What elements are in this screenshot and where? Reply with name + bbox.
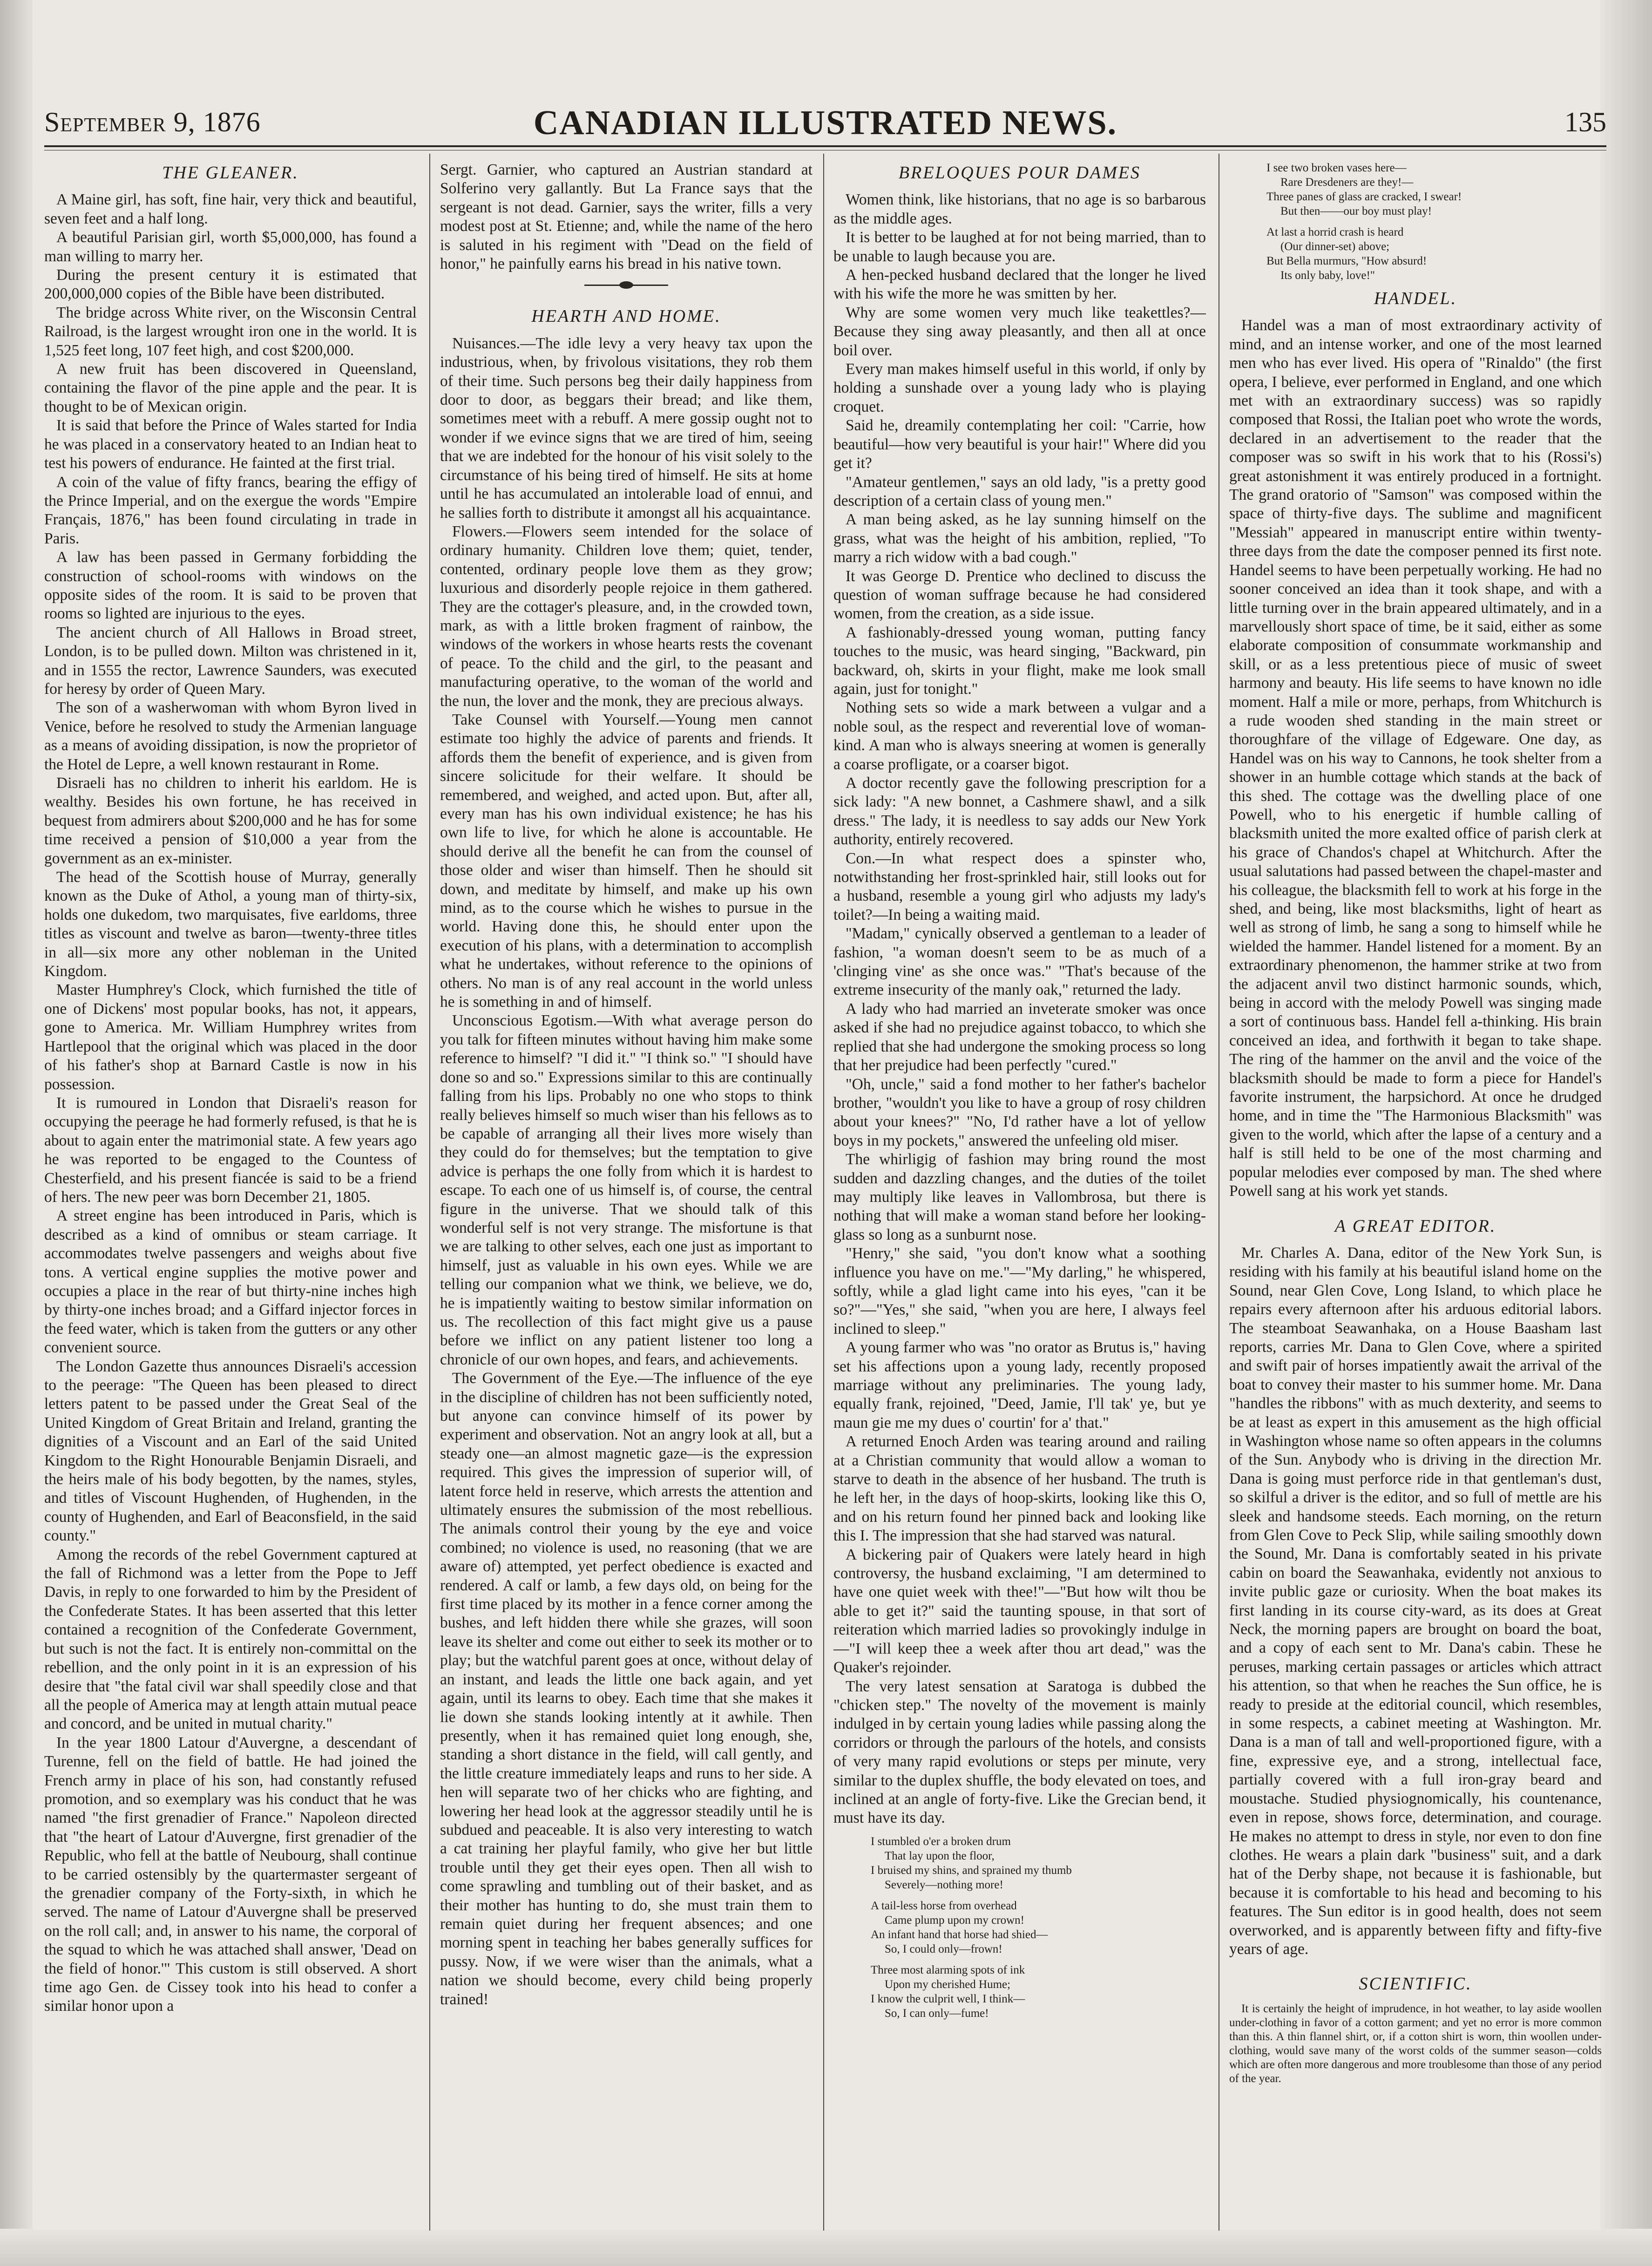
article-paragraph: Sergt. Garnier, who captured an Austrian standard at Solferino very gallantly. But La France says that the sergeant is not dead. Garnier, says the writer, fills a very modest post at St. Etienne; and, while the name of the hero is saluted in his regiment with "Dead on the field of honor," he painfully earns his bread in his native town. [440,161,812,273]
article-paragraph: "Amateur gentlemen," says an old lady, "is a pretty good description of a certain class of young men." [833,473,1206,509]
poem-line: Its only baby, love!" [1280,269,1375,282]
section-ornament [440,279,812,291]
article-paragraph: A man being asked, as he lay sunning himself on the grass, what was the height of his ambition, replied, "To marry a rich widow with a bad cough." [833,511,1206,566]
poem-line: An infant hand that horse had shied— [871,1928,1048,1941]
article-paragraph: The son of a washerwoman with whom Byron lived in Venice, before he resolved to study the Armenian language as a means of avoiding dissipation, is now the proprietor of the Hotel de Lepre, a well known restaurant in Rome. [44,699,417,773]
article-paragraph: The London Gazette thus announces Disraeli's accession to the peerage: "The Queen has been pleased to direct letters patent to be passed under the Great Seal of the United Kingdom of Great Britain and Ireland, granting the dignities of a Viscount and an Earl of the said United Kingdom to the Right Honourable Benjamin Disraeli, and the heirs male of his body begotten, by the names, styles, and titles of Viscount Hughenden, of Hughenden, in the county of Hughenden, and Earl of Beaconsfield, in the said county." [44,1357,417,1545]
article-paragraph: During the present century it is estimated that 200,000,000 copies of the Bible have been distributed. [44,266,417,303]
article-paragraph: A young farmer who was "no orator as Brutus is," having set his affections upon a young lady, recently proposed marriage without any preliminaries. The young lady, equally frank, rejoined, "Deed, Jamie, I'll tak' ye, but ye maun gie me my dues o' courtin' for a' that." [833,1339,1206,1432]
article-paragraph: In the year 1800 Latour d'Auvergne, a descendant of Turenne, fell on the field of battle. He had joined the French army in place of his son, had constantly refused promotion, and so exemplary was his conduct that he was named "the first grenadier of France." Napoleon directed that "the heart of Latour d'Auvergne, first grenadier of the Republic, who fell at the battle of Neubourg, shall continue to be carried ostensibly by the quartermaster sergeant of the grenadier company of the Forty-sixth, in which he served. The name of Latour d'Auvergne shall be preserved on the roll call; and, in answer to his name, the corporal of the squad to which he was attached shall answer, 'Dead on the field of honor.'" This custom is still observed. A short time ago Gen. de Cissey took into his head to confer a similar honor upon a [44,1734,417,2015]
article-paragraph: "Oh, uncle," said a fond mother to her father's bachelor brother, "wouldn't you like to have a group of rosy children about your knees?" "No, I'd rather have a lot of yellow boys in my pockets," answered the unfeeling old miser. [833,1075,1206,1149]
article-paragraph: Disraeli has no children to inherit his earldom. He is wealthy. Besides his own fortune, he has received in bequest from admirers about $200,000 and he has for some time received a pension of $10,000 a year from the government as an ex-minister. [44,774,417,867]
article-paragraph: Unconscious Egotism.—With what average person do you talk for fifteen minutes without having him make some reference to himself? "I did it." "I think so." "I should have done so and so." Expressions similar to this are continually falling from his lips. Probably no one who stops to think really believes himself so much wiser than his fellows as to be capable of arranging all their lives more wisely than they could do for themselves; but the temptation to give advice is perhaps the one folly from which it is hardest to escape. To each one of us himself is, of course, the central figure in the universe. That we should talk of this wonderful self is not very strange. The misfortune is that we are talking to other selves, each one just as important to himself, just as valuable in his own eyes. While we are telling our companion what we think, we believe, we do, he is impatiently waiting to bestow similar information on us. The recollection of this fact might give us a pause before we inflict on any patient listener too long a chronicle of our own hopes, and fears, and achievements. [440,1012,812,1368]
article-paragraph: The very latest sensation at Saratoga is dubbed the "chicken step." The novelty of the movement is mainly indulged in by certain young ladies while passing along the corridors or through the parlours of the hotels, and consists of very many rapid evolutions or steps per minute, very similar to the duplex shuffle, the body elevated on toes, and inclined at an angle of forty-five. Like the Grecian bend, it must have its day. [833,1677,1206,1827]
article-paragraph: Nuisances.—The idle levy a very heavy tax upon the industrious, when, by frivolous visitations, they rob them of their time. Such persons beg their daily happiness from door to door, as beggars their bread; and like them, sometimes meet with a rebuff. A mere gossip ought not to wonder if we evince signs that we are tired of him, seeing that we are indebted for the honour of his visit solely to the circumstance of his being tired of himself. He sits at home until he has accumulated an intolerable load of ennui, and he sallies forth to distribute it amongst all his acquaintance. [440,334,812,522]
article-paragraph: It is said that before the Prince of Wales started for India he was placed in a conservatory heated to an Indian heat to test his powers of endurance. He fainted at the first trial. [44,417,417,472]
column-4 [1229,161,1602,2228]
stanza-gap [833,1956,1206,1963]
article-paragraph: Flowers.—Flowers seem intended for the solace of ordinary humanity. Children love them; quiet, tender, contented, ordinary people love them as they grow; luxurious and disorderly people rejoice in them gathered. They are the cottager's pleasure, and, in the crowded town, mark, as with a little broken fragment of rainbow, the windows of the workers in whose hearts rests the covenant of peace. To the child and the girl, to the peasant and manufacturing operative, to the woman of the world and the nun, the lover and the monk, they are precious always. [440,522,812,710]
section-heading-hearth-and-home: HEARTH AND HOME. [531,306,721,326]
issue-date: September 9, 1876 [44,107,261,137]
masthead-rule [44,145,1606,150]
poem-continued [1229,161,1602,283]
article-paragraph: A new fruit has been discovered in Queensland, containing the flavor of the pine apple and the pear. It is thought to be of Mexican origin. [44,360,417,415]
article-paragraph: A doctor recently gave the following prescription for a sick lady: "A new bonnet, a Cashmere shawl, and a silk dress." The lady, it is needless to say adds our New York authority, entirely recovered. [833,774,1206,848]
stanza-gap [833,1892,1206,1899]
poem-line: Three most alarming spots of ink [871,1963,1025,1976]
poem-line: That lay upon the floor, [885,1849,995,1862]
poem-line: I stumbled o'er a broken drum [871,1835,1011,1848]
article-paragraph: A law has been passed in Germany forbidding the construction of school-rooms with windows on the opposite sides of the room. It is said to be proven that rooms so lighted are injurious to the eyes. [44,549,417,623]
article-paragraph: Nothing sets so wide a mark between a vulgar and a noble soul, as the respect and reverential love of woman-kind. A man who is always sneering at women is generally a coarse profligate, or a coarser bigot. [833,699,1206,773]
poem-line: So, I can only—fume! [885,2007,989,2020]
article-paragraph: Women think, like historians, that no age is so barbarous as the middle ages. [833,191,1206,227]
newspaper-title: CANADIAN ILLUSTRATED NEWS. [533,104,1117,142]
article-paragraph: Take Counsel with Yourself.—Young men cannot estimate too highly the advice of parents and friends. It affords them the benefit of experience, and is given from sincere solicitude for their welfare. It should be remembered, and weighed, and acted upon. But, after all, every man has his own individual existence; he has his own life to live, for which he alone is accountable. He should derive all the benefit he can from the counsel of those older and wiser than himself. Then he should sit down, and meditate by himself, and make up his own mind, as to the course which he wishes to pursue in the world. Having done this, he should enter upon the execution of his plans, with a determination to accomplish what he undertakes, without reference to the opinions of others. No man is of any real account in the world unless he is something in and of himself. [440,711,812,1011]
page-edge-right [1601,0,1652,2266]
article-paragraph: Mr. Charles A. Dana, editor of the New York Sun, is residing with his family at his beautiful island home on the Sound, near Glen Cove, Long Island, to which place he repairs every afternoon after his arduous editorial labors. The steamboat Seawanhaka, on a House Baasham last reports, carries Mr. Dana to Glen Cove, where a spirited and swift pair of horses impatiently await the arrival of the boat to convey their master to his summer home. Mr. Dana "handles the ribbons" with as much dexterity, and seems to be at least as expert in this amusement as the high official in Washington whose name so often appears in the columns of the Sun. Anybody who is driving in the direction Mr. Dana is going must perforce ride in that gentleman's dust, so skilful a driver is the editor, and so full of mettle are his sleek and handsome steeds. Each morning, on the return from Glen Cove to Peck Slip, while sailing smoothly down the Sound, Mr. Dana is comfortably seated in his private cabin on board the Seawanhaka, evidently not anxious to invite public gaze or curiosity. When the boat makes its first landing in its course city-ward, as its does at Great Neck, the morning papers are brought on board the boat, and a copy of each sent to Mr. Dana's cabin. These he peruses, marking certain passages or articles which attract his attention, so that when he reaches the Sun office, he is ready to preside at the editorial council, which resembles, in some respects, a cabinet meeting at Washington. Mr. Dana is a man of tall and well-proportioned figure, with a fine, expressive eye, and a strong, intellectual face, partially covered with a full iron-gray beard and moustache. Studied physiognomically, his countenance, even in repose, shows force, determination, and courage. He makes no attempt to dress in style, nor even to don fine clothes. He wears a plain dark "business" suit, and a dark hat of the Derby shape, not because it is fashionable, but because it is comfortable to his head and becoming to his features. The Sun editor is in good health, does not seem overworked, and is apparently between fifty and fifty-five years of age. [1229,1244,1602,1958]
column-1 [44,161,417,2228]
article-paragraph: The bridge across White river, on the Wisconsin Central Railroad, is the largest wrought iron one in the world. It is 1,525 feet long, 107 feet high, and cost $200,000. [44,304,417,359]
article-paragraph: Said he, dreamily contemplating her coil: "Carrie, how beautiful—how very beautiful is your hair!" Where did you get it? [833,417,1206,472]
article-paragraph: It was George D. Prentice who declined to discuss the question of woman suffrage because he had considered women, from the creation, as a side issue. [833,567,1206,623]
article-paragraph: Among the records of the rebel Government captured at the fall of Richmond was a letter from the Pope to Jeff Davis, in reply to one forwarded to him by the President of the Confederate States. It has been asserted that this letter contained a recognition of the Confederate Government, but such is not the fact. It is entirely non-committal on the rebellion, and the only point in it is an expression of his desire that "the fatal civil war shall speedily close and that all the people of America may at length attain mutual peace and concord, and be united in mutual charity." [44,1546,417,1733]
column-rule-1 [429,154,430,2231]
column-2 [440,161,812,2228]
poem-line: I bruised my shins, and sprained my thumb [871,1864,1072,1877]
poem-line: Came plump upon my crown! [885,1913,1024,1927]
poem-line: So, I could only—frown! [885,1942,1002,1955]
section-heading-gleaner: THE GLEANER. [162,163,299,183]
article-paragraph: A Maine girl, has soft, fine hair, very thick and beautiful, seven feet and a half long. [44,191,417,227]
section-heading-handel: HANDEL. [1374,289,1457,308]
stanza-gap [1229,218,1602,225]
poem [833,1834,1206,2021]
article-paragraph: A beautiful Parisian girl, worth $5,000,000, has found a man willing to marry her. [44,229,417,265]
article-paragraph: Master Humphrey's Clock, which furnished the title of one of Dickens' most popular books, has not, it appears, gone to America. Mr. William Humphrey writes from Hartlepool that the original which was placed in the door of his father's shop at Barnard Castle is now in his possession. [44,981,417,1093]
article-paragraph: A returned Enoch Arden was tearing around and railing at a Christian community that would allow a woman to starve to death in the absence of her husband. The truth is he left her, in the days of hoop-skirts, looking like this O, and on his return found her pinned back and looking like this I. The impression that she had starved was natural. [833,1433,1206,1545]
poem-line: Severely—nothing more! [885,1878,1003,1891]
article-paragraph: A bickering pair of Quakers were lately heard in high controversy, the husband exclaiming, "I am determined to have one quiet week with thee!"—"But how wilt thou be able to get it?" said the taunting spouse, in that sort of reiteration which married ladies so provokingly indulge in—"I will keep thee a week after thou art dead," was the Quaker's rejoinder. [833,1546,1206,1676]
section-heading-scientific: SCIENTIFIC. [1359,1974,1472,1994]
column-3 [833,161,1206,2228]
article-paragraph: Every man makes himself useful in this world, if only by holding a sunshade over a young lady who is playing croquet. [833,360,1206,415]
article-paragraph: Con.—In what respect does a spinster who, notwithstanding her frost-sprinkled hair, still looks out for a husband, resemble a young girl who adjusts my lady's toilet?—In being a waiting maid. [833,849,1206,923]
poem-line: A tail-less horse from overhead [871,1899,1017,1912]
page-number: 135 [1564,107,1606,137]
article-paragraph: It is better to be laughed at for not being married, than to be unable to laugh because you are. [833,229,1206,265]
column-rule-2 [823,154,824,2231]
poem-line: I see two broken vases here— [1266,162,1407,174]
article-paragraph: Why are some women very much like teakettles?—Because they sing away pleasantly, and then all at once boil over. [833,304,1206,359]
section-heading-great-editor: A GREAT EDITOR. [1334,1216,1496,1236]
article-paragraph: Handel was a man of most extraordinary activity of mind, and an intense worker, and one of the most learned men who has ever lived. His opera of "Rinaldo" (the first opera, I believe, ever performed in England, and one which met with an extraordinary success) was so rapidly composed that Rossi, the Italian poet who wrote the words, declared in an advertisement to the reader that the composer was so swift in his work that to his (Rossi's) great astonishment it was entirely produced in a fortnight. The grand oratorio of "Samson" was composed within the space of thirty-five days. The sublime and magnificent "Messiah" appeared in manuscript entire within twenty-three days from the date the composer penned its first note. Handel seems to have been perpetually working. He had no sooner conceived an idea than it took shape, and with a little turning over in the brain appeared ultimately, and in a marvellously short space of time, be it said, either as some elaborate composition of consummate workmanship and skill, or as a less pretentious piece of music of sweet harmony and beauty. His life seems to have known no idle moment. Half a mile or more, perhaps, from Whitchurch is a rude wooden shed standing in the main street or thoroughfare of the village of Edgeware. One day, as Handel was on his way to Cannons, he took shelter from a shower in an humble cottage which stands at the back of this shed. The cottage was the dwelling place of one Powell, who to his energetic if humble calling of blacksmith united the more exalted office of parish clerk at his grace of Chandos's chapel at Whitchurch. After the usual salutations had passed between the chapel-master and his colleague, the blacksmith fell to work at his forge in the shed, and being, like most blacksmiths, light of heart as well as strong of limb, he sang a song to himself while he wielded the hammer. Handel listened for a moment. By an extraordinary phenomenon, the hammer strike at two from the adjacent anvil two distinct harmonic sounds, which, being in accord with the melody Powell was singing made a sort of continuous bass. Handel fell a-thinking. His brain conceived an idea, and forthwith it began to take shape. The ring of the hammer on the anvil and the voice of the blacksmith should be made to form a piece for Handel's favorite instrument, the harpsichord. At once he drudged home, and in time the "The Harmonious Blacksmith" was given to the world, which after the lapse of a century and a half is still held to be one of the most charming and popular melodies ever composed by man. The shed where Powell sang at his work yet stands. [1229,317,1602,1200]
article-paragraph: The ancient church of All Hallows in Broad street, London, is to be pulled down. Milton was christened in it, and in 1555 the rector, Lawrence Saunders, was executed for heresy by order of Queen Mary. [44,624,417,698]
article-paragraph: The Government of the Eye.—The influence of the eye in the discipline of children has not been sufficiently noted, but anyone can convince himself of its power by experiment and observation. Not an angry look at all, but a steady one—an almost magnetic gaze—is the expression required. This gives the impression of superior will, of latent force held in reserve, which arrests the attention and ultimately ensures the submission of the most rebellious. The animals control their young by the eye and voice combined; no violence is used, no reasoning (that we are aware of) attempted, yet perfect obedience is exacted and rendered. A calf or lamb, a few days old, on being for the first time placed by its mother in a fence corner among the bushes, and left hidden there while she grazes, will soon leave its shelter and come out either to seek its mother or to play; but the watchful parent goes at once, without delay of an instant, and leads the little one back again, and yet again, until its learns to obey. Each time that she makes it lie down she stands looking intently at it awhile. Then presently, when it has remained quiet long enough, she, standing a short distance in the field, will call gently, and the little creature immediately leaps and runs to her side. A hen will separate two of her chicks who are fighting, and lowering her head look at the aggressor steadily until he is subdued and peaceable. It is also very interesting to watch a cat training her playful family, who give her but little trouble until they get their eyes open. Then all wish to come sprawling and tumbling out of their basket, and as their mother has hunting to do, she must train them to remain quiet during her frequent absences; and one morning spent in teaching her babes generally suffices for pussy. Now, if we were wiser than the animals, what a nation we should become, every child being properly trained! [440,1370,812,2008]
article-paragraph: "Henry," she said, "you don't know what a soothing influence you have on me."—"My darling," he whispered, softly, while a glad light came into his eyes, "can it be so?"—"Yes," she said, "when you are here, I always feel inclined to sleep." [833,1245,1206,1337]
article-paragraph: The head of the Scottish house of Murray, generally known as the Duke of Athol, a young man of thirty-six, holds one dukedom, two marquisates, five earldoms, three titles as viscount and twelve as baron—twenty-three titles in all—six more any other nobleman in the United Kingdom. [44,868,417,980]
article-paragraph: It is rumoured in London that Disraeli's reason for occupying the peerage he had formerly refused, is that he is about to again enter the matrimonial state. A few years ago he was reported to be engaged to the Countess of Chesterfield, and his present fiancée is said to be a friend of hers. The new peer was born December 21, 1805. [44,1094,417,1206]
article-paragraph: A street engine has been introduced in Paris, which is described as a kind of omnibus or steam carriage. It accommodates twelve passengers and weighs about five tons. A vertical engine supplies the motive power and occupies a place in the rear of but thirty-nine inches high by thirty-one inches broad; and a Giffard injector forces in the feed water, which is taken from the gutters or any other convenient source. [44,1207,417,1357]
poem-line: (Our dinner-set) above; [1280,240,1390,253]
poem-line: Rare Dresdeners are they!— [1280,176,1414,189]
article-paragraph: The whirligig of fashion may bring round the most sudden and dazzling changes, and the duties of the toilet may multiply like leaves in Vallombrosa, but there is nothing that will make a woman stand before her looking-glass so long as a sunburnt nose. [833,1151,1206,1243]
article-paragraph: "Madam," cynically observed a gentleman to a leader of fashion, "a woman doesn't seem to be as much of a 'clinging vine' as she once was." "That's because of the extreme insecurity of the manly oak," returned the lady. [833,925,1206,999]
poem-line: But Bella murmurs, "How absurd! [1266,255,1427,267]
article-paragraph: A hen-pecked husband declared that the longer he lived with his wife the more he was smitten by her. [833,266,1206,303]
poem-line: At last a horrid crash is heard [1266,226,1404,238]
masthead [44,104,1606,142]
poem-line: I know the culprit well, I think— [871,1992,1025,2005]
article-paragraph: A lady who had married an inveterate smoker was once asked if she had no prejudice against tobacco, to which she replied that she had undergone the smoking process so long that her prejudice had been perfectly "cured." [833,1000,1206,1074]
section-heading-breloques: BRELOQUES POUR DAMES [898,163,1141,183]
page-edge-bottom [0,2229,1652,2266]
article-paragraph: It is certainly the height of imprudence, in hot weather, to lay aside woollen under-clothing in favor of a cotton garment; and yet no error is more common than this. A thin flannel shirt, or, if a cotton shirt is worn, thin woollen under-clothing, would save many of the worst colds of the summer season—colds which are often more dangerous and more troublesome than those of any period of the year. [1229,2002,1602,2085]
article-paragraph: A coin of the value of fifty francs, bearing the effigy of the Prince Imperial, and on the exergue the words "Empire Français, 1876," has been found circulating in trade in Paris. [44,473,417,547]
poem-line: But then——our boy must play! [1280,205,1432,217]
article-paragraph: A fashionably-dressed young woman, putting fancy touches to the music, was heard singing, "Backward, pin backward, oh, skirts in your flight, make me look small again, just for tonight." [833,624,1206,698]
poem-line: Three panes of glass are cracked, I swear! [1266,190,1462,203]
poem-line: Upon my cherished Hume; [885,1978,1011,1991]
page-edge-left [0,0,33,2266]
